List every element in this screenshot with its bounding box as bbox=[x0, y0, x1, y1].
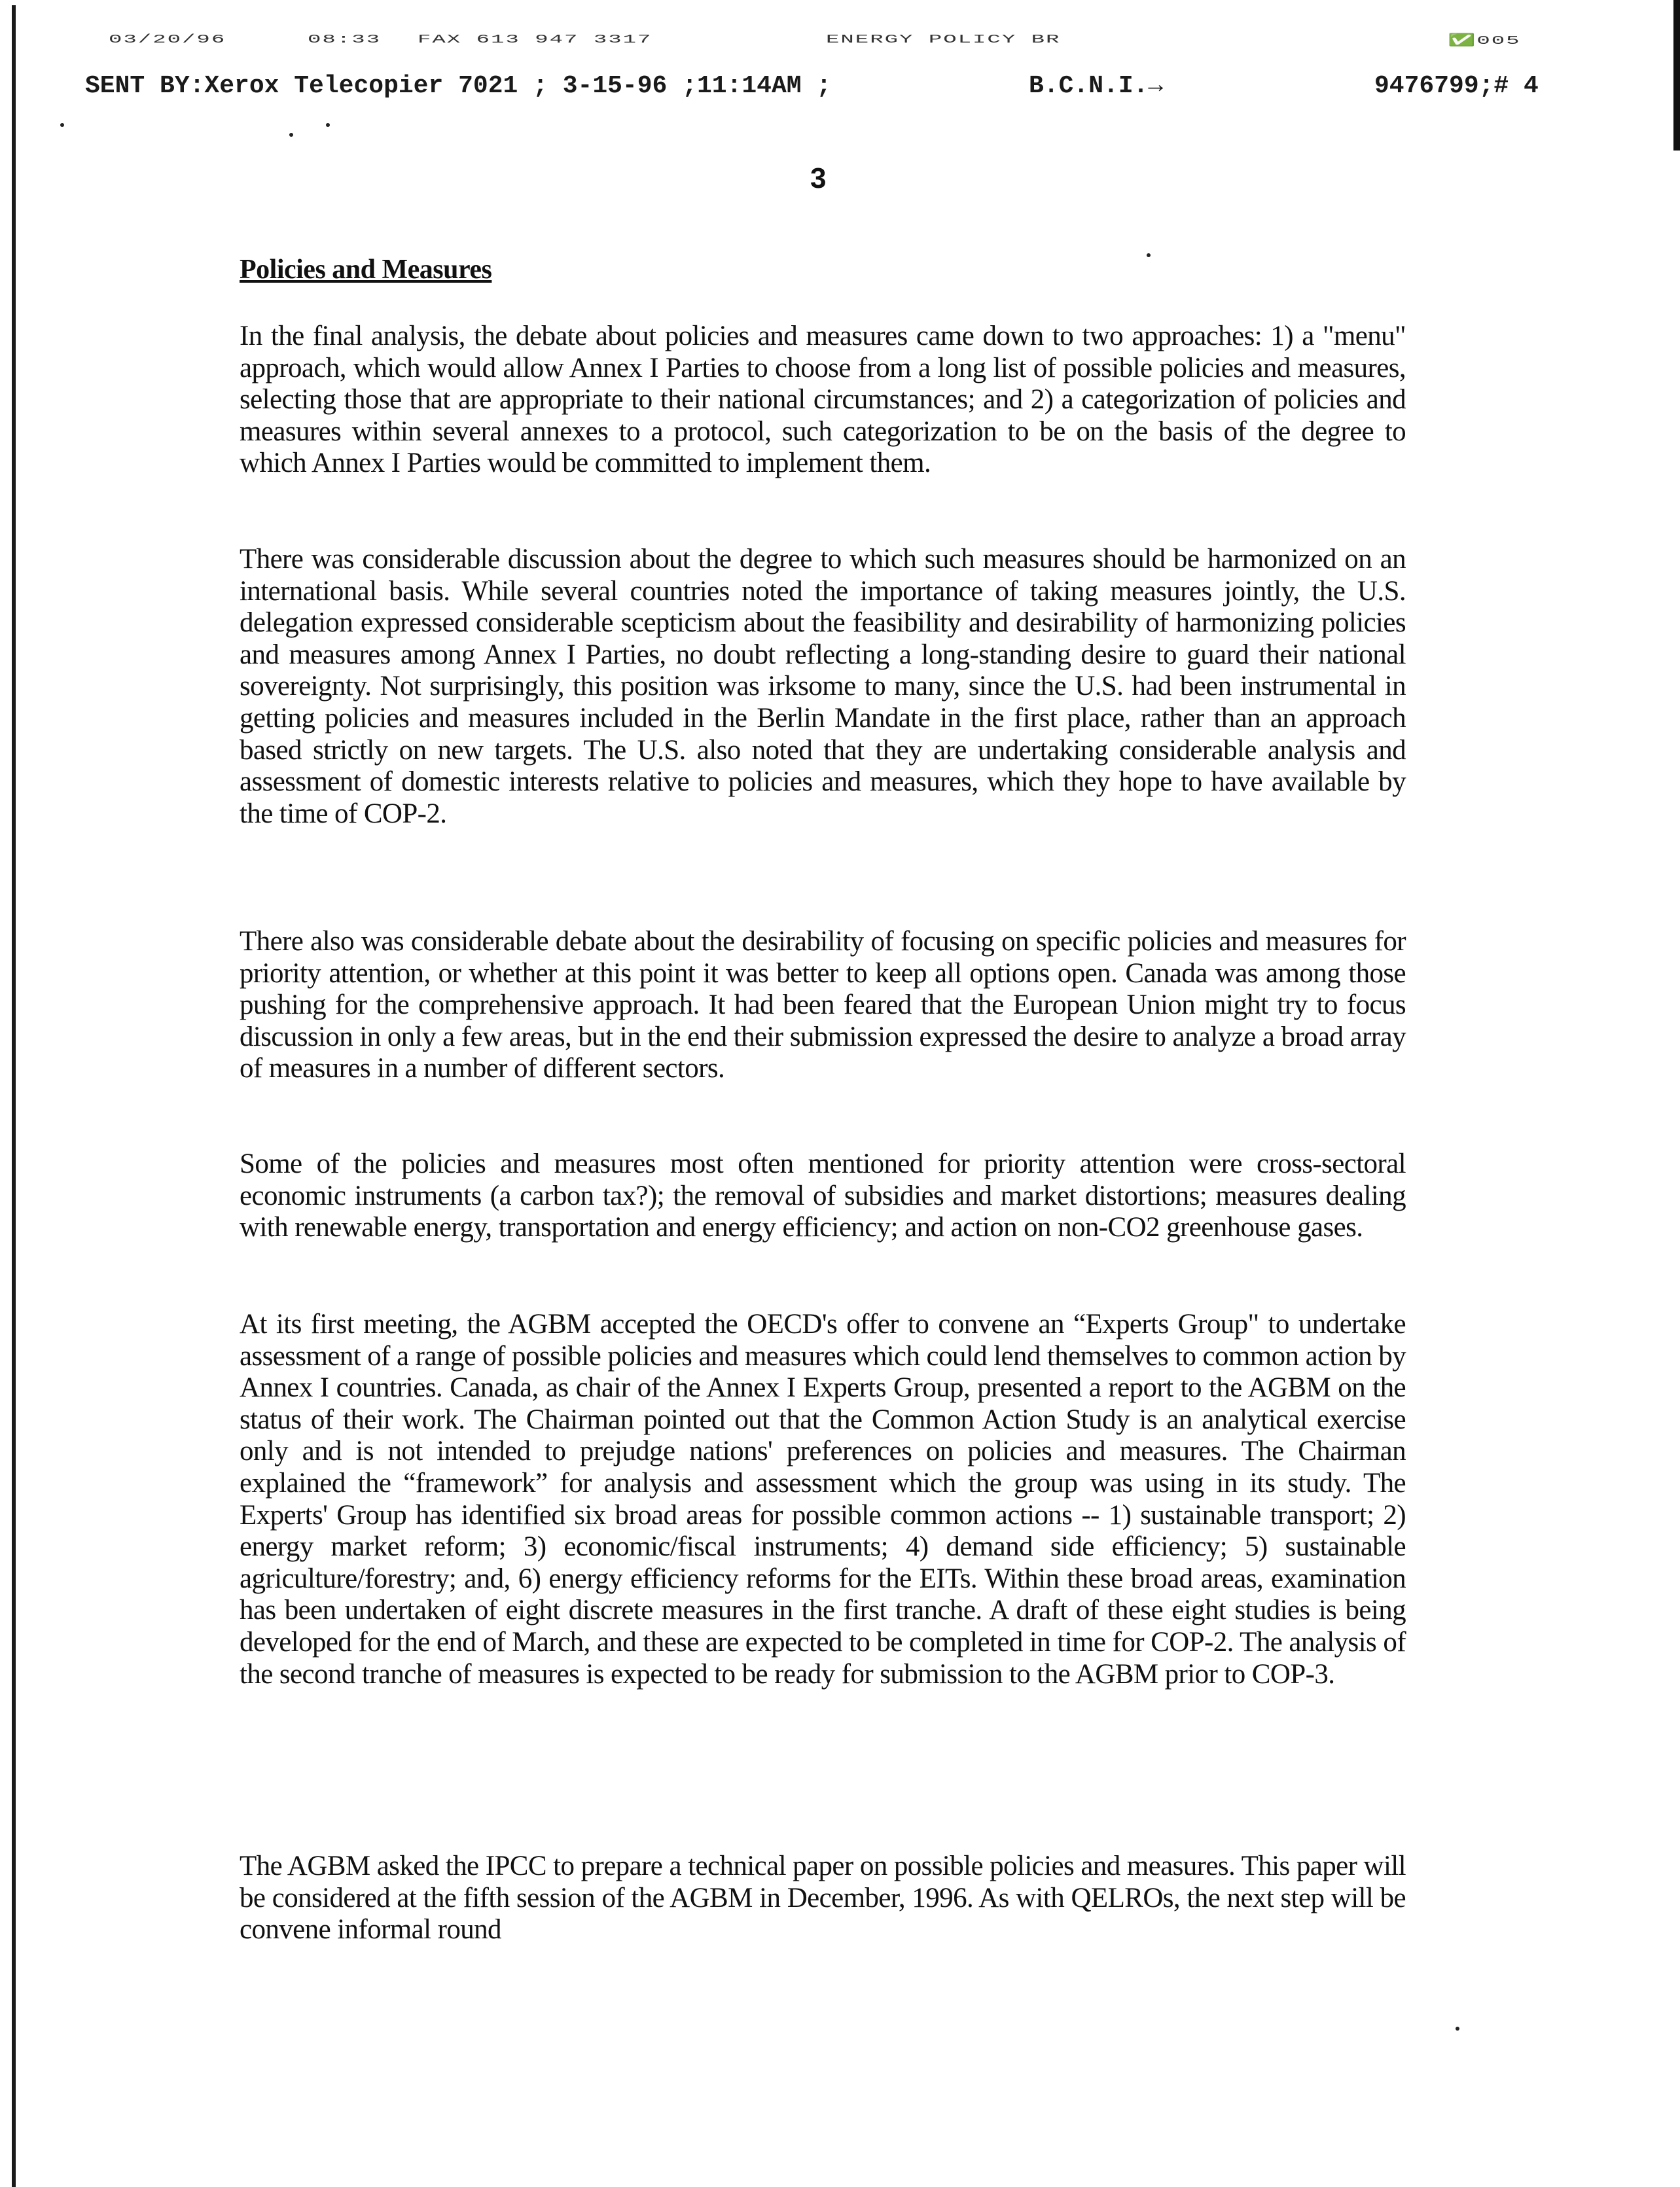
fax-header-time: 08:33 bbox=[308, 33, 382, 46]
fax-sent-by: SENT BY:Xerox Telecopier 7021 ; 3-15-96 ;11:14AM ; bbox=[85, 72, 832, 100]
paragraph-ipcc-paper: The AGBM asked the IPCC to prepare a technical paper on possible policies and measures. This paper will be considered at the fifth session of the AGBM in December, 1996. As with QELROs, the next step will be convene informal round bbox=[240, 1851, 1406, 1946]
paragraph-priority-debate: There also was considerable debate about the desirability of focusing on specific policies and measures for priority attention, or whether at this point it was better to keep all options open. Canada was among those pushing for the comprehensive approach. It had been feared that the European Union might try to focus discussion in only a few areas, but in the end their submission expressed the desire to analyze a broad array of measures in a number of different sectors. bbox=[240, 926, 1406, 1084]
fax-sent-org: B.C.N.I.→ bbox=[1029, 72, 1164, 100]
page-edge-mark bbox=[1673, 0, 1680, 151]
paragraph-experts-group: At its first meeting, the AGBM accepted the OECD's offer to convene an “Experts Group" to undertake assessment of a range of possible policies and measures which could lend themselves to common action by Annex I countries. Canada, as chair of the Annex I Experts Group, presented a report to the AGBM on the status of their work. The Chairman pointed out that the Common Action Study is an analytical exercise only and is not intended to prejudge nations' preferences on policies and measures. The Chairman explained the “framework” for analysis and assessment which the group was using in its study. The Experts' Group has identified six broad areas for possible common actions -- 1) sustainable transport; 2) energy market reform; 3) economic/fiscal instruments; 4) demand side efficiency; 5) sustainable agriculture/forestry; and, 6) energy efficiency reforms for the EITs. Within these broad areas, examination has been undertaken of eight discrete measures in the first tranche. A draft of these eight studies is being developed for the end of March, and these are expected to be completed in time for COP-2. The analysis of the second tranche of measures is expected to be ready for submission to the AGBM prior to COP-3. bbox=[240, 1309, 1406, 1690]
section-heading: Policies and Measures bbox=[240, 255, 492, 285]
fax-header-page: ✅005 bbox=[1448, 34, 1521, 48]
scan-speck bbox=[1147, 253, 1151, 257]
scan-speck bbox=[1456, 2027, 1459, 2031]
scan-speck bbox=[326, 123, 330, 127]
fax-header-number: FAX 613 947 3317 bbox=[418, 33, 652, 46]
scan-speck bbox=[60, 123, 64, 127]
page-edge-rule bbox=[12, 5, 16, 2187]
page-number: 3 bbox=[810, 162, 827, 194]
paragraph-harmonization: There was considerable discussion about the degree to which such measures should be harmonized on an international basis. While several countries noted the importance of taking measures jointly, the U.S. delegation expressed considerable scepticism about the feasibility and desirability of harmonizing policies and measures among Annex I Parties, no doubt reflecting a long-standing desire to guard their national sovereignty. Not surprisingly, this position was irksome to many, since the U.S. had been instrumental in getting policies and measures included in the Berlin Mandate in the first place, rather than an approach based strictly on new targets. The U.S. also noted that they are undertaking considerable analysis and assessment of domestic interests relative to policies and measures, which they hope to have available by the time of COP-2. bbox=[240, 544, 1406, 829]
scan-speck bbox=[289, 133, 293, 137]
fax-header-date: 03/20/96 bbox=[109, 33, 226, 46]
paragraph-approaches: In the final analysis, the debate about policies and measures came down to two approaches: 1) a "menu" approach, which would allow Annex I Parties to choose from a long list of possible policies and measures, selecting those that are appropriate to their national circumstances; and 2) a categorization of policies and measures within several annexes to a protocol, such categorization to be on the basis of the degree to which Annex I Parties would be committed to implement them. bbox=[240, 321, 1406, 479]
paragraph-priority-measures: Some of the policies and measures most often mentioned for priority attention were cross-sectoral economic instruments (a carbon tax?); the removal of subsidies and market distortions; measures dealing with renewable energy, transportation and energy efficiency; and action on non-CO2 greenhouse gases. bbox=[240, 1148, 1406, 1243]
fax-header-sender: ENERGY POLICY BR bbox=[826, 33, 1061, 46]
fax-sent-number: 9476799;# 4 bbox=[1374, 72, 1539, 100]
